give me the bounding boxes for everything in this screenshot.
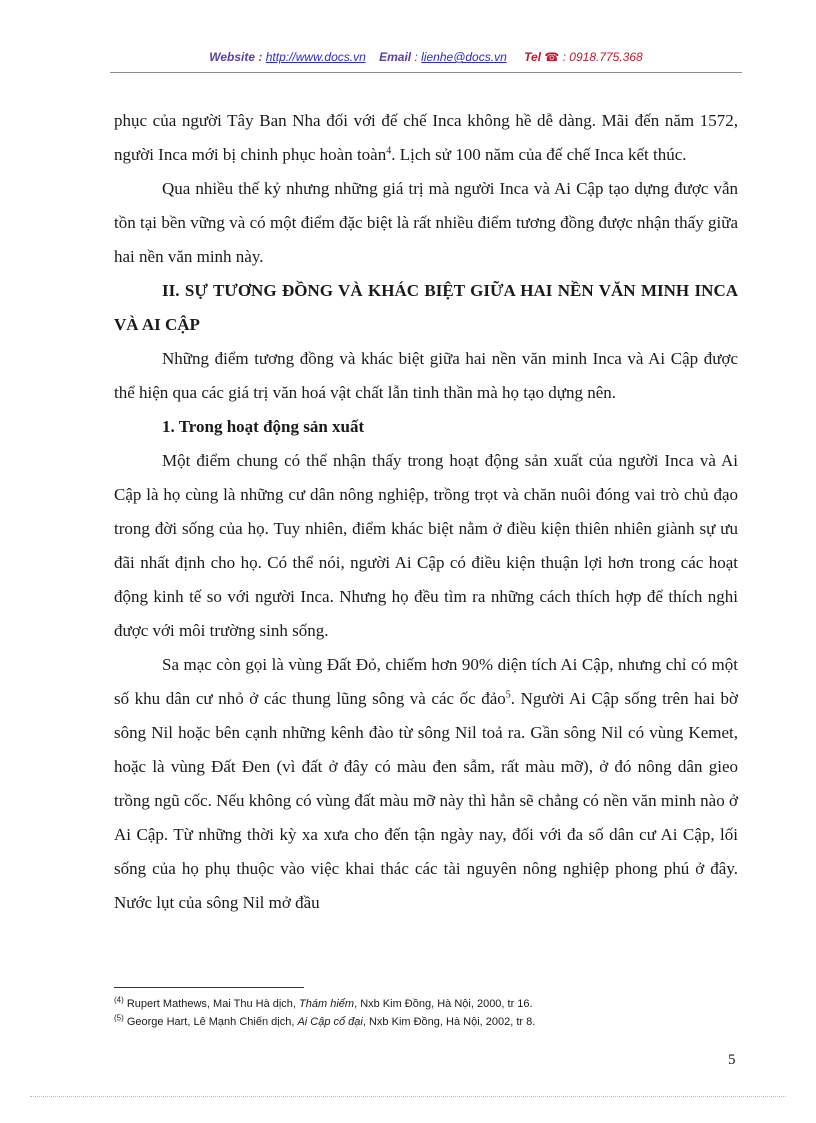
footnote-item: $^{(4)}$ Rupert Mathews, Mai Thu Hà dịch, Thám hiểm, Nxb Kim Đồng, Hà Nội, 2000, tr 16.: [114, 995, 533, 1010]
paragraph: Sa mạc còn gọi là vùng Đất Đỏ, chiếm hơn 90% diện tích Ai Cập, nhưng chỉ có một số khu dân cư nhỏ ở các thung lũng sông và các ốc đảo$^5$. Người Ai Cập sống trên hai bờ sông Nil hoặc bên cạnh những kênh đào từ sông Nil toả ra. Gần sông Nil có vùng Kemet, hoặc là vùng Đất Đen (vì đất ở đây có màu đen sẫm, rất màu mỡ), ở đó nông dân gieo trồng ngũ cốc. Nếu không có vùng đất màu mỡ này thì hẳn sẽ chẳng có nền văn minh nào ở Ai Cập. Từ những thời kỳ xa xưa cho đến tận ngày nay, đối với đa số dân cư Ai Cập, lối sống của họ phụ thuộc vào việc khai thác các tài nguyên nông nghiệp phong phú ở đây. Nước lụt của sông Nil mở đầu: [114, 655, 738, 912]
paragraph: Một điểm chung có thể nhận thấy trong hoạt động sản xuất của người Inca và Ai Cập là họ cùng là những cư dân nông nghiệp, trồng trọt và chăn nuôi đóng vai trò chủ đạo trong đời sống của họ. Tuy nhiên, điểm khác biệt nằm ở điều kiện thiên nhiên giành sự ưu đãi nhất định cho họ. Có thể nói, người Ai Cập có điều kiện thuận lợi hơn trong các hoạt động kinh tế so với người Inca. Nhưng họ đều tìm ra những cách thích hợp để thích nghi được với môi trường sinh sống.: [114, 451, 738, 640]
paragraph: Những điểm tương đồng và khác biệt giữa hai nền văn minh Inca và Ai Cập được thể hiện qua các giá trị văn hoá vật chất lẫn tinh thần mà họ tạo dựng nên.: [114, 349, 738, 402]
telephone-icon: ☎: [544, 50, 560, 64]
paragraph-continuation: phục của người Tây Ban Nha đối với đế chế Inca không hề dễ dàng. Mãi đến năm 1572, người Inca mới bị chinh phục hoàn toàn$^4$. Lịch sử 100 năm của đế chế Inca kết thúc.: [114, 111, 738, 164]
header-divider: [110, 72, 742, 73]
paragraph: Qua nhiều thế kỷ nhưng những giá trị mà người Inca và Ai Cập tạo dựng được vẫn tồn tại bền vững và có một điểm đặc biệt là rất nhiều điểm tương đồng được nhận thấy giữa hai nền văn minh này.: [114, 179, 738, 266]
email-link[interactable]: lienhe@docs.vn: [421, 50, 507, 64]
section-heading: II. SỰ TƯƠNG ĐỒNG VÀ KHÁC BIỆT GIỮA HAI NỀN VĂN MINH INCA VÀ AI CẬP: [114, 281, 738, 334]
subsection-heading: 1. Trong hoạt động sản xuất: [162, 417, 365, 436]
website-link[interactable]: http://www.docs.vn: [265, 50, 366, 64]
page-header: [110, 50, 742, 64]
footnotes: [114, 995, 738, 1031]
website-label: Website :: [209, 50, 263, 64]
phone-number: : 0918.775.368: [562, 50, 643, 64]
document-body: [114, 104, 738, 920]
email-label: Email: [379, 50, 412, 64]
footnote-divider: [114, 987, 304, 988]
footnote-ref[interactable]: 5: [505, 689, 511, 701]
footnote-item: $^{(5)}$ George Hart, Lê Mạnh Chiến dịch, Ai Cập cổ đại, Nxb Kim Đồng, Hà Nội, 2002, tr 8.: [114, 1013, 536, 1028]
email-separator: :: [414, 50, 418, 64]
footnote-ref[interactable]: 4: [386, 145, 392, 157]
tel-label: Tel: [524, 50, 541, 64]
page-number: 5: [728, 1052, 736, 1068]
footer-divider: [30, 1096, 786, 1097]
